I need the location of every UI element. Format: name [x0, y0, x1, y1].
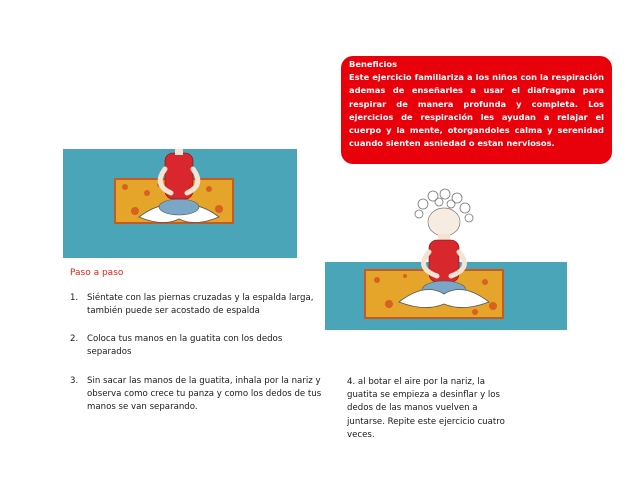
illustration-child-inhaling [63, 149, 297, 258]
step-text: Sin sacar las manos de la guatita, inhala por la nariz y observa como crece tu panza y como los dedos de tus manos se van separando. [87, 376, 322, 412]
step-text: Coloca tus manos en la guatita con los dedos separados [87, 334, 283, 357]
benefits-box [341, 56, 612, 164]
benefits-text: Este ejercicio familiariza a los niños con la respiración ademas de enseñarles a usar el diafragma para respirar de manera profunda y completa. Los ejercicios de respiración les ayudan a relajar el cuerpo y la mente, otorgandoles calma y serenidad cuando sienten asniedad o estan nerviosos. [349, 72, 604, 149]
step-number: 2. [70, 334, 79, 344]
step-number: 3. [70, 376, 79, 386]
step-text: Siéntate con las piernas cruzadas y la espalda larga, también puede ser acostado de espalda [87, 293, 314, 316]
benefits-title: Beneficios [349, 59, 398, 69]
step-4-text: 4. al botar el aire por la nariz, la guatita se empieza a desinflar y los dedos de las manos vuelven a juntarse. Repite este ejercicio cuatro veces. [347, 377, 505, 440]
step-number: 1. [70, 293, 79, 303]
illustration-child-exhaling [325, 182, 567, 330]
steps-heading: Paso a paso [70, 268, 124, 278]
